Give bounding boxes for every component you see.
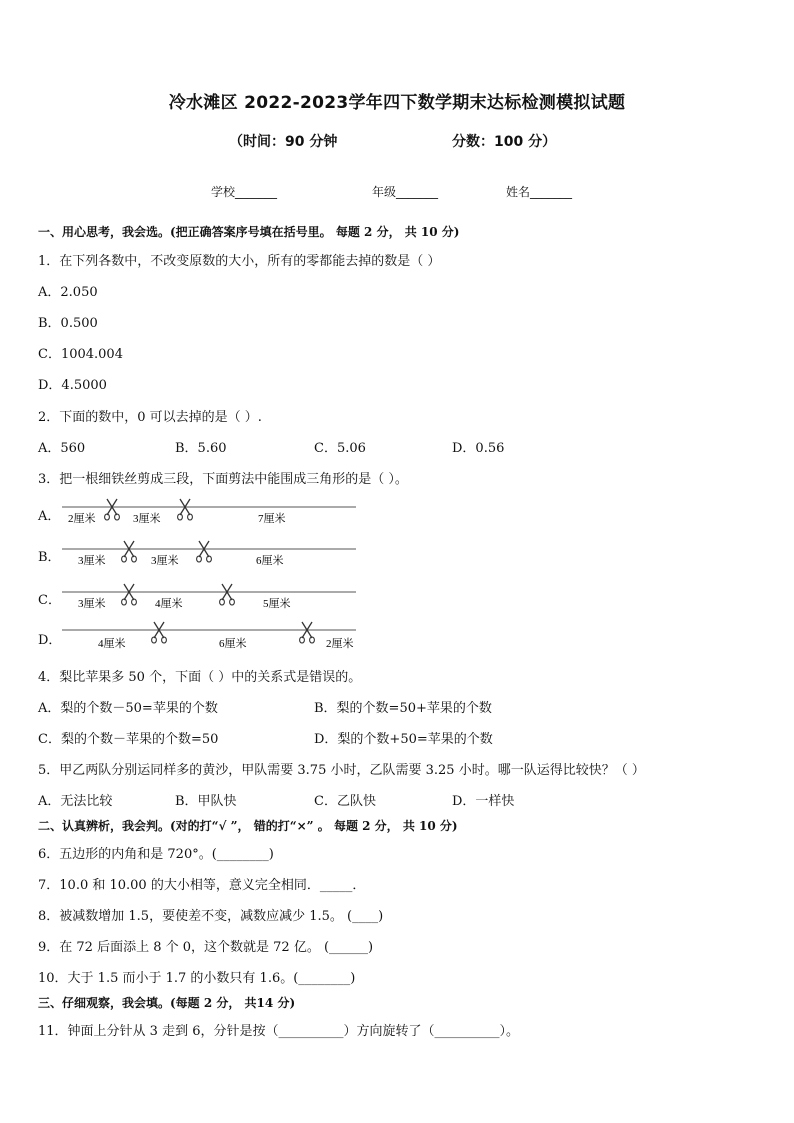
question-4-option-d: D．梨的个数+50=苹果的个数	[314, 732, 493, 747]
wire-diagram-a	[62, 499, 356, 525]
question-5-option-a: A．无法比较	[38, 794, 113, 809]
question-5-option-c: C．乙队快	[314, 794, 376, 809]
grade-field: 年级_______	[372, 185, 439, 199]
question-4-option-c: C．梨的个数－苹果的个数=50	[38, 732, 219, 747]
question-8: 8．被减数增加 1.5，要使差不变，减数应减少 1.5。 (____)	[38, 909, 384, 924]
segment-label: 7厘米	[258, 513, 286, 525]
question-1-option-c: C．1004.004	[38, 347, 123, 362]
segment-label: 3厘米	[78, 555, 106, 567]
question-1-option-a: A．2.050	[38, 285, 98, 300]
segment-label: 3厘米	[133, 513, 161, 525]
segment-label: 4厘米	[155, 598, 183, 610]
question-2-option-d: D．0.56	[452, 441, 505, 456]
wire-diagram-c	[62, 584, 356, 610]
question-11: 11．钟面上分针从 3 走到 6，分针是按（__________）方向旋转了（__________）。	[38, 1024, 519, 1039]
segment-label: 2厘米	[326, 638, 354, 650]
name-field: 姓名_______	[506, 185, 573, 199]
scissors-icon	[122, 541, 137, 562]
segment-label: 5厘米	[263, 598, 291, 610]
exam-time: （时间：90 分钟	[229, 134, 338, 150]
question-2-option-a: A．560	[38, 441, 86, 456]
question-9: 9．在 72 后面添上 8 个 0，这个数就是 72 亿。 (______)	[38, 940, 374, 955]
question-2-option-c: C．5.06	[314, 441, 366, 456]
question-2-stem: 2．下面的数中，0 可以去掉的是（ ）.	[38, 410, 262, 425]
wire-diagram-b	[62, 541, 356, 567]
scissors-icon	[105, 499, 120, 520]
section-3-heading: 三、仔细观察，我会填。(每题 2 分， 共14 分)	[38, 996, 296, 1010]
school-field: 学校_______	[211, 185, 278, 199]
question-3-option-b: B．	[38, 550, 61, 565]
question-3-option-a: A．	[38, 509, 61, 524]
scissors-icon	[300, 622, 315, 643]
segment-label: 6厘米	[219, 638, 247, 650]
question-2-option-b: B．5.60	[175, 441, 227, 456]
segment-label: 3厘米	[78, 598, 106, 610]
scissors-icon	[220, 584, 235, 605]
question-4-stem: 4．梨比苹果多 50 个，下面（ ）中的关系式是错误的。	[38, 670, 362, 685]
segment-label: 3厘米	[151, 555, 179, 567]
question-1-stem: 1．在下列各数中，不改变原数的大小，所有的零都能去掉的数是（ ）	[38, 254, 441, 269]
question-3-option-d: D．	[38, 633, 62, 648]
question-10: 10．大于 1.5 而小于 1.7 的小数只有 1.6。(________)	[38, 971, 356, 986]
question-4-option-a: A．梨的个数－50=苹果的个数	[38, 701, 218, 716]
question-1-option-d: D．4.5000	[38, 378, 107, 393]
question-4-option-b: B．梨的个数=50+苹果的个数	[314, 701, 492, 716]
question-5-option-d: D．一样快	[452, 794, 515, 809]
scissors-icon	[152, 622, 167, 643]
exam-score: 分数：100 分）	[452, 134, 557, 150]
scissors-icon	[178, 499, 193, 520]
question-6: 6．五边形的内角和是 720°。(________)	[38, 847, 274, 862]
scissors-icon	[122, 584, 137, 605]
wire-cut-diagrams	[0, 495, 400, 655]
question-5-option-b: B．甲队快	[175, 794, 237, 809]
scissors-icon	[197, 541, 212, 562]
segment-label: 4厘米	[98, 638, 126, 650]
section-2-heading: 二、认真辨析，我会判。(对的打“√ ”， 错的打“×” 。 每题 2 分， 共 10 分)	[38, 819, 458, 833]
question-3-option-c: C．	[38, 593, 61, 608]
question-3-stem: 3．把一根细铁丝剪成三段，下面剪法中能围成三角形的是（ ）。	[38, 472, 408, 487]
wire-diagram-d	[62, 622, 356, 650]
question-1-option-b: B．0.500	[38, 316, 98, 331]
question-5-stem: 5．甲乙两队分别运同样多的黄沙，甲队需要 3.75 小时，乙队需要 3.25 小时。哪一队运得比较快？（ ）	[38, 763, 645, 778]
section-1-heading: 一、用心思考，我会选。(把正确答案序号填在括号里。 每题 2 分， 共 10 分)	[38, 225, 460, 239]
segment-label: 6厘米	[256, 555, 284, 567]
segment-label: 2厘米	[68, 513, 96, 525]
page-title: 冷水滩区 2022-2023学年四下数学期末达标检测模拟试题	[168, 93, 626, 113]
question-7: 7．10.0 和 10.00 的大小相等，意义完全相同．_____．	[38, 878, 366, 893]
